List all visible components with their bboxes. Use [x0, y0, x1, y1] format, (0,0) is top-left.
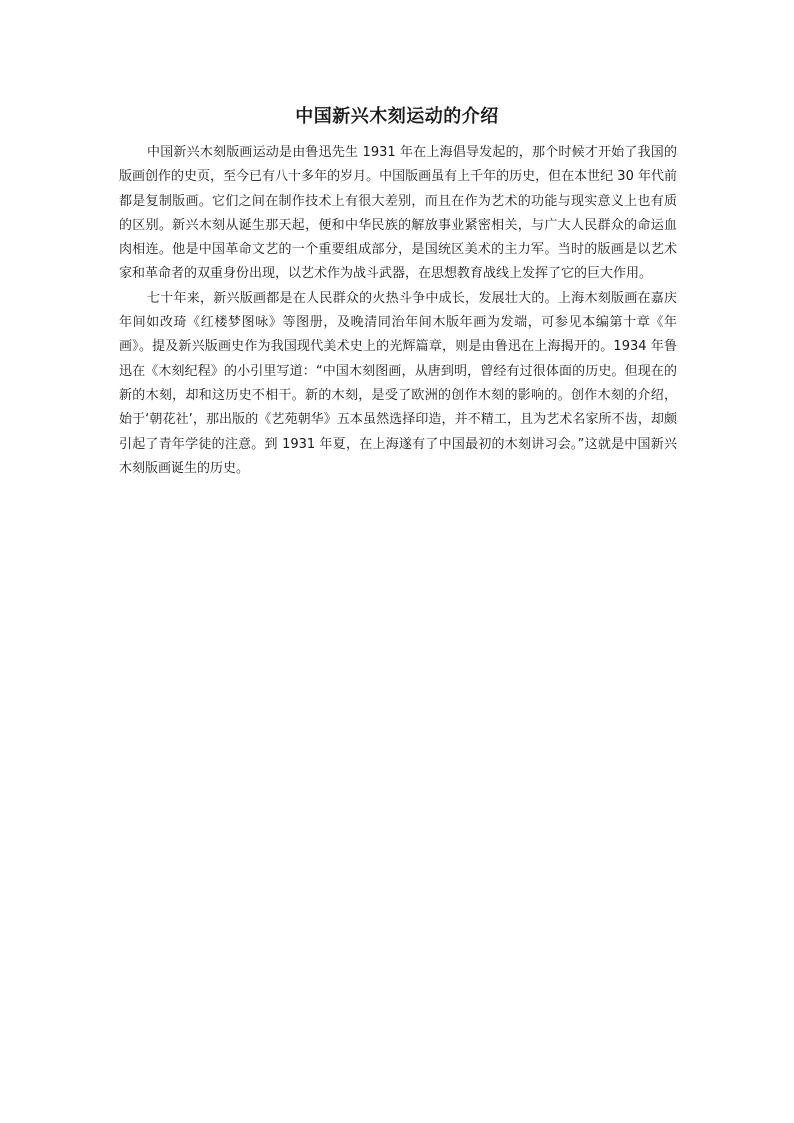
document-title: 中国新兴木刻运动的介绍: [295, 106, 499, 127]
paragraph-1: 中国新兴木刻版画运动是由鲁迅先生 1931 年在上海倡导发起的，那个时候才开始了我国的版画创作的史页，至今已有八十多年的岁月。中国版画虽有上千年的历史，但在本世纪 30 年代前都是复制版画。它们之间在制作技术上有很大差别，而且在作为艺术的功能与现实意义上也有质的区别。新兴木刻从诞生那天起，便和中华民族的解放事业紧密相关，与广大人民群众的命运血肉相连。他是中国革命文艺的一个重要组成部分，是国统区美术的主力军。当时的版画是以艺术家和革命者的双重身份出现，以艺术作为战斗武器，在思想教育战线上发挥了它的巨大作用。: [119, 145, 677, 282]
paragraph-2: 七十年来，新兴版画都是在人民群众的火热斗争中成长，发展壮大的。上海木刻版画在嘉庆年间如改琦《红楼梦图咏》等图册，及晚清同治年间木版年画为发端，可参见本编第十章《年画》。提及新兴版画史作为我国现代美术史上的光辉篇章，则是由鲁迅在上海揭开的。1934 年鲁迅在《木刻纪程》的小引里写道：“中国木刻图画，从唐到明，曾经有过很体面的历史。但现在的新的木刻，却和这历史不相干。新的木刻，是受了欧洲的创作木刻的影响的。创作木刻的介绍，始于‘朝花社’，那出版的《艺苑朝华》五本虽然选择印造，并不精工，且为艺术名家所不齿，却颇引起了青年学徒的注意。到 1931 年夏，在上海遂有了中国最初的木刻讲习会。”这就是中国新兴木刻版画诞生的历史。: [119, 290, 677, 476]
document-body: [119, 141, 677, 481]
